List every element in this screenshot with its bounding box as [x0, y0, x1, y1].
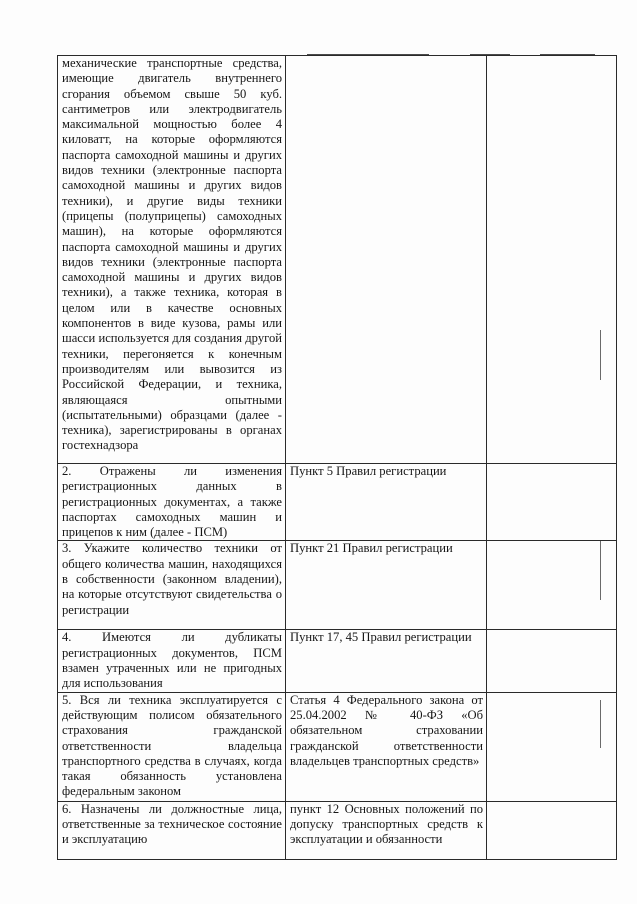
checklist-table	[57, 55, 617, 860]
notes-cell	[487, 692, 617, 801]
question-cell: механические транспортные средства, имеющие двигатель внутреннего сгорания объемом свыше 50 куб. сантиметров или электродвигатель максимальной мощностью более 4 киловатт, на которые оформляются паспорта самоходной машины и других видов техники (электронные паспорта самоходной машины и других видов техники), и другие виды техники (прицепы (полуприцепы) самоходных машин), на которые оформляются паспорта самоходной машины и других видов техники (электронные паспорта самоходной машины и других видов техники), а также техника, которая в целом или в качестве основных компонентов в виде кузова, рамы или шасси используется для создания другой техники, перегоняется к конечным производителям или вывозится из Российской Федерации, и техника, являющаяся опытными (испытательными) образцами (далее - техника), зарегистрированы в органах гостехнадзора	[58, 56, 286, 464]
reference-cell: Пункт 5 Правил регистрации	[286, 464, 487, 541]
table-row	[58, 630, 617, 692]
notes-cell	[487, 630, 617, 692]
reference-cell: Пункт 21 Правил регистрации	[286, 541, 487, 630]
reference-cell: Статья 4 Федерального закона от 25.04.2002 № 40-ФЗ «Об обязательном страховании гражданской ответственности владельцев транспортных средств»	[286, 692, 487, 801]
question-cell: 6. Назначены ли должностные лица, ответственные за техническое состояние и эксплуатацию	[58, 801, 286, 859]
reference-cell: Пункт 17, 45 Правил регистрации	[286, 630, 487, 692]
question-cell: 5. Вся ли техника эксплуатируется с действующим полисом обязательного страхования гражданской ответственности владельца транспортного средства в случаях, когда такая обязанность установлена федеральным законом	[58, 692, 286, 801]
table-row	[58, 801, 617, 859]
table-row	[58, 56, 617, 464]
reference-cell	[286, 56, 487, 464]
notes-cell	[487, 801, 617, 859]
table-row	[58, 464, 617, 541]
question-cell: 4. Имеются ли дубликаты регистрационных документов, ПСМ взамен утраченных или не пригодных для использования	[58, 630, 286, 692]
table-row	[58, 541, 617, 630]
question-cell: 3. Укажите количество техники от общего количества машин, находящихся в собственности (законном владении), на которые отсутствуют свидетельства о регистрации	[58, 541, 286, 630]
notes-cell	[487, 541, 617, 630]
notes-cell	[487, 464, 617, 541]
table-row	[58, 692, 617, 801]
notes-cell	[487, 56, 617, 464]
question-cell: 2. Отражены ли изменения регистрационных данных в регистрационных документах, а также паспортах самоходных машин и прицепов к ним (далее - ПСМ)	[58, 464, 286, 541]
reference-cell: пункт 12 Основных положений по допуску транспортных средств к эксплуатации и обязанности	[286, 801, 487, 859]
